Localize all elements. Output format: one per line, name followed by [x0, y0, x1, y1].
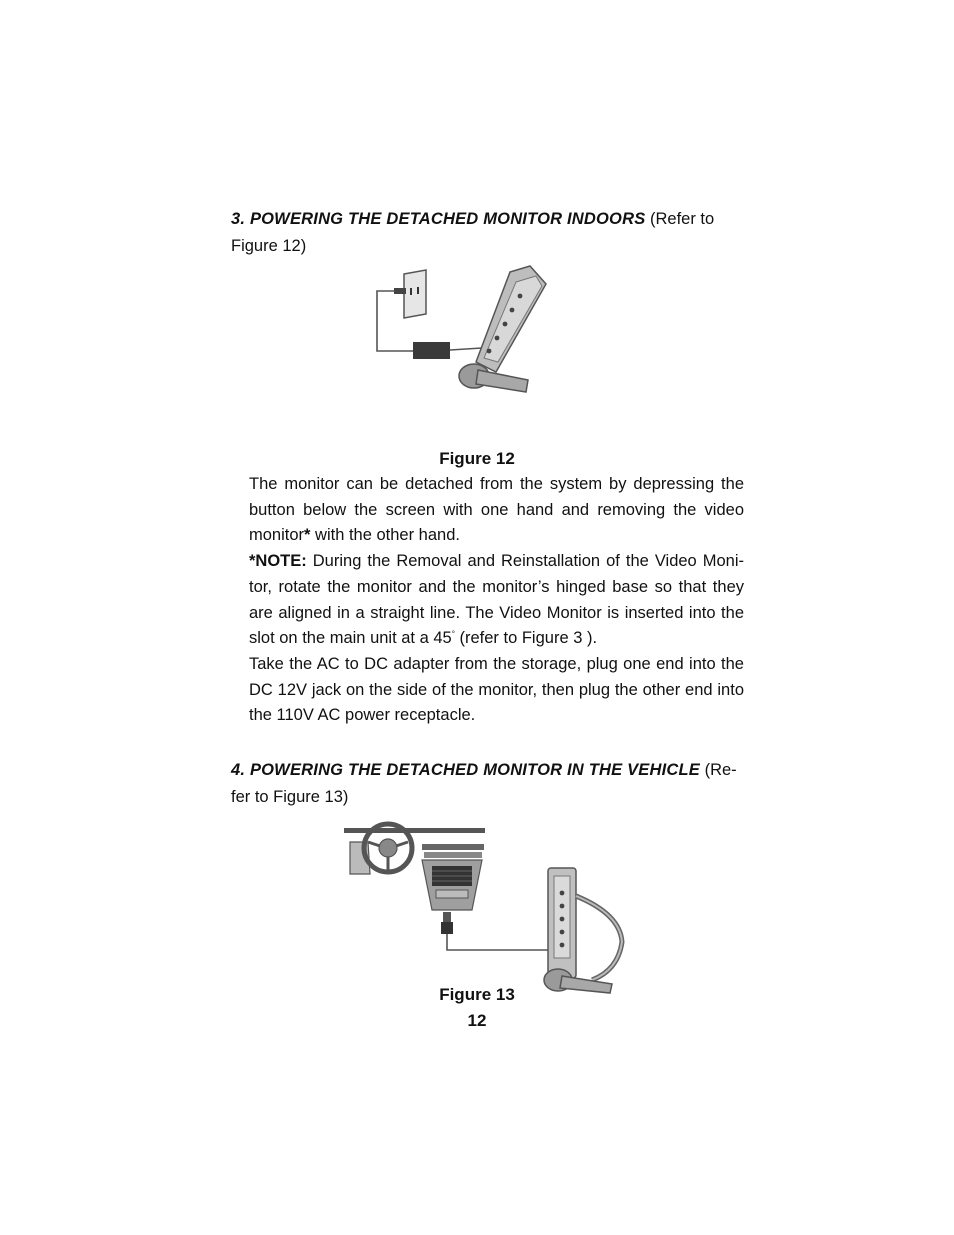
paragraph-detach: [249, 472, 744, 549]
asterisk-mark: *: [304, 526, 311, 545]
section-4-ref-line2: fer to Figure 13): [231, 788, 349, 806]
section-4-title: 4. POWERING THE DETACHED MONITOR IN THE VEHICLE: [231, 761, 700, 779]
figure-13-caption: Figure 13: [439, 985, 515, 1004]
figure-12-caption: Figure 12: [439, 449, 515, 468]
note-text: During the Removal and Reinstallation of the Video Moni-tor, rotate the monitor and the monitor’s hinged base so that they are aligned in a straight line. The Video Monitor is inserted into the slot on the main unit at a 45: [249, 552, 744, 648]
paragraph-detach-end: with the other hand.: [310, 526, 460, 545]
note-label: *NOTE:: [249, 552, 307, 571]
degree-symbol: °: [451, 629, 455, 639]
note-end: (refer to Figure 3 ).: [454, 629, 598, 648]
page-number: 12: [467, 1011, 487, 1030]
section-3-body: [249, 472, 744, 729]
figure-12-illustration: [360, 262, 560, 400]
note-paragraph: [249, 549, 744, 652]
section-3-title: 3. POWERING THE DETACHED MONITOR INDOORS: [231, 210, 646, 228]
section-3-heading: [231, 206, 744, 260]
section-3-ref-line2: Figure 12): [231, 237, 307, 255]
section-4-ref: (Re-: [699, 761, 737, 779]
paragraph-detach-text: The monitor can be detached from the system by depressing the button below the screen with one hand and removing the video monitor: [249, 475, 744, 545]
section-4-heading: [231, 757, 744, 811]
figure-13-illustration: [340, 818, 630, 998]
paragraph-adapter: Take the AC to DC adapter from the storage, plug one end into the DC 12V jack on the side of the monitor, then plug the other end into the 110V AC power receptacle.: [249, 654, 744, 725]
section-3-ref: (Refer to: [645, 210, 715, 228]
